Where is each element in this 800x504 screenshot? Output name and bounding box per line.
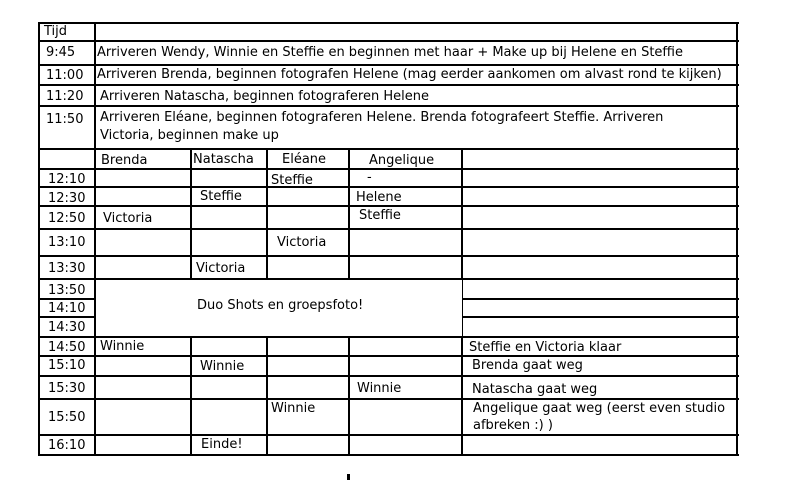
time-cell: 12:10 [48,172,86,187]
intro-text-line2: Victoria, beginnen make up [100,128,279,143]
column-header: Natascha [193,152,254,167]
intro-time: 11:20 [46,89,84,104]
time-cell: 14:30 [48,320,86,335]
schedule-cell: Winnie [100,339,145,354]
schedule-cell: Einde! [201,437,243,452]
schedule-cell: Steffie [200,189,242,204]
dot-mark [347,474,350,480]
note-cell: Steffie en Victoria klaar [469,340,622,355]
note-cell: Brenda gaat weg [472,358,583,373]
schedule-cell: Winnie [271,401,316,416]
time-cell: 12:30 [48,191,86,206]
note-cell: Natascha gaat weg [472,382,598,397]
schedule-cell: - [367,170,372,185]
intro-time: 11:00 [46,68,84,83]
overlay-box-right [463,300,735,314]
schedule-cell: Winnie [200,359,245,374]
overlay-text: Duo Shots en groepsfoto! [197,298,364,313]
time-cell: 13:30 [48,261,86,276]
intro-text: Arriveren Natascha, beginnen fotograferen Helene [100,89,429,104]
time-cell: 13:50 [48,283,86,298]
time-cell: 16:10 [48,438,86,453]
time-cell: 12:50 [48,211,86,226]
time-cell: 13:10 [48,235,86,250]
schedule-cell: Winnie [357,381,402,396]
time-cell: 15:50 [48,410,86,425]
time-cell: 15:30 [48,381,86,396]
intro-text: Arriveren Eléane, beginnen fotograferen Helene. Brenda fotografeert Steffie. Arriveren [100,110,664,125]
time-cell: 15:10 [48,358,86,373]
intro-text: Arriveren Wendy, Winnie en Steffie en beginnen met haar + Make up bij Helene en Steffie [97,45,683,60]
intro-text: Arriveren Brenda, beginnen fotografen Helene (mag eerder aankomen om alvast rond te kijken) [97,67,722,82]
schedule-cell: Victoria [103,211,153,226]
schedule-cell: Steffie [271,173,313,188]
note-cell: Angelique gaat weg (eerst even studio afbreken :) ) [473,401,726,433]
schedule-cell: Steffie [359,208,401,223]
schedule-cell: Helene [356,190,402,205]
intro-time: 11:50 [46,112,84,127]
time-cell: 14:50 [48,340,86,355]
column-header: Brenda [101,153,148,168]
tijd-header: Tijd [44,24,68,39]
schedule-cell: Victoria [196,261,246,276]
schedule-cell: Victoria [277,235,327,250]
column-header: Eléane [282,152,327,167]
time-cell: 14:10 [48,301,86,316]
column-header: Angelique [369,153,435,168]
intro-time: 9:45 [46,45,76,60]
